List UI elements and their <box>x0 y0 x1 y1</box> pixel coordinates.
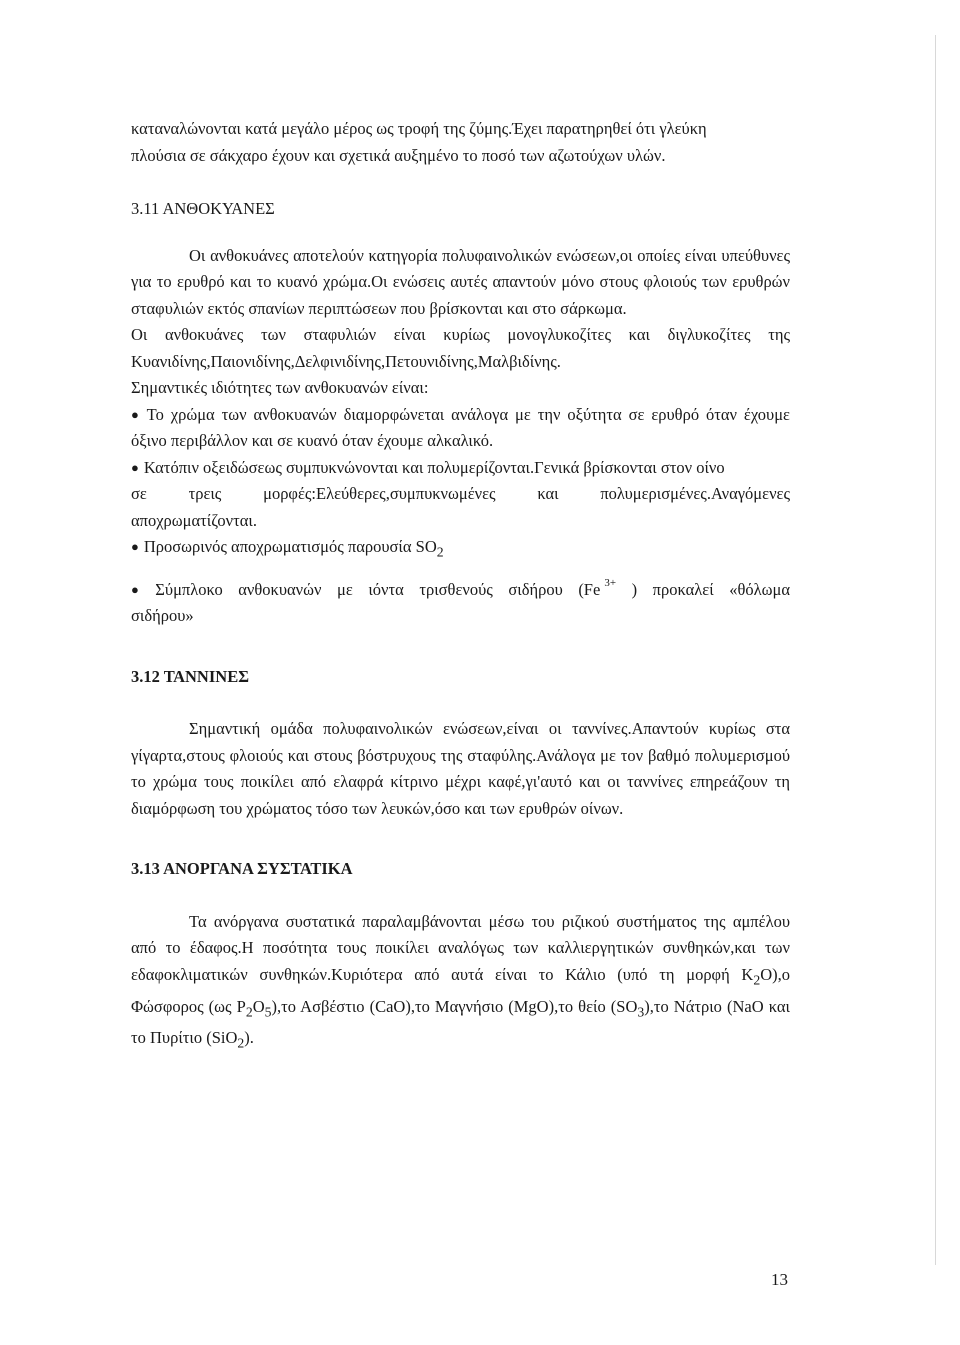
paragraph-anthocyanins-2: Οι ανθοκυάνες των σταφυλιών είναι κυρίως μονογλυκοζίτες και διγλυκοζίτες της Κυανιδίνης,Παιονιδίνης,Δελφινιδίνης,Πετουνιδίνης,Μαλβιδίνης. <box>131 325 790 371</box>
paragraph-inorganic <box>131 909 790 1057</box>
iron-charge-superscript: 3+ <box>604 576 617 589</box>
inorganic-text-5: ),το Νάτριο (NaO και το Πυρίτιο (SiO <box>131 996 790 1048</box>
bullet-item-4-end: σιδήρου» <box>131 606 194 626</box>
inorganic-text-1: Τα ανόργανα συστατικά παραλαμβάνονται μέσω του ριζικού συστήματος της αμπέλου από το έδαφος.Η ποσότητα τους ποικίλει αναλόγως των καλλιεργητικών συνθηκών,και των εδαφοκλιματικών συνθηκών.Κυριότερα από αυτά είναι το Κάλιο (υπό τη μορφή K <box>131 911 790 984</box>
inorganic-text-3: O <box>252 996 265 1016</box>
bullet-item-2-end: αποχρωματίζονται. <box>131 510 257 530</box>
intro-line-1: καταναλώνονται κατά μεγάλο μέρος ως τροφή της ζύμης.Έχει παρατηρηθεί ότι γλεύκη <box>131 119 707 138</box>
k2o-subscript: 2 <box>753 972 761 988</box>
so3-subscript: 3 <box>637 1003 645 1019</box>
bullet-item-2-continuation: σε τρεις μορφές:Ελεύθερες,συμπυκνωμένες και πολυμερισμένες.Αναγόμενες <box>131 484 790 503</box>
bullet-dot: ● <box>131 406 142 422</box>
sio2-subscript: 2 <box>237 1035 245 1051</box>
bullet-text-4a: Σύμπλοκο ανθοκυανών με ιόντα τρισθενούς σιδήρου (Fe <box>155 579 601 599</box>
scan-edge-line <box>935 35 936 1265</box>
properties-intro: Σημαντικές ιδιότητες των ανθοκυανών είναι: <box>131 378 429 397</box>
bullet-dot: ● <box>131 539 139 554</box>
bullet-text-3: Προσωρινός αποχρωματισμός παρουσία <box>143 537 416 556</box>
bullet-text-4b: ) προκαλεί «θόλωμα <box>616 579 790 599</box>
paragraph-anthocyanins-1: Οι ανθοκυάνες αποτελούν κατηγορία πολυφαινολικών ενώσεων,οι οποίες είναι υπεύθυνες για το ερυθρό και το κυανό χρώμα.Οι ενώσεις αυτές απαντούν μόνο στους φλοιούς των ερυθρών σταφυλιών εκτός σπανίων περιπτώσεων που βρίσκονται και στο σάρκωμα. <box>131 245 790 318</box>
bullet-item-3 <box>131 534 790 566</box>
bullet-item-4 <box>131 570 790 604</box>
p2o5-subscript-o: 5 <box>264 1003 272 1019</box>
formula-so2: SO <box>415 537 437 556</box>
paragraph-tannins: Σημαντική ομάδα πολυφαινολικών ενώσεων,είναι οι ταννίνες.Απαντούν κυρίως στα γίγαρτα,στους φλοιούς και στους βόστρυχους της σταφύλης.Ανάλογα με τον βαθμό πολυμερισμού το χρώμα τους ποικίλει από ελαφρά κίτρινο μέχρι καφέ,γι'αυτό και οι ταννίνες επηρεάζουν τη διαμόρφωση του χρώματος τόσο των λευκών,όσο και των ερυθρών οίνων. <box>131 719 790 818</box>
inorganic-text-4: ),το Ασβέστιο (CaO),το Μαγνήσιο (MgO),το θείο (SO <box>271 996 638 1016</box>
bullet-item-2 <box>131 455 790 482</box>
bullet-text-2a: Κατόπιν οξειδώσεως συμπυκνώνονται και πολυμερίζονται.Γενικά βρίσκονται στον οίνο <box>143 457 725 477</box>
section-heading-3-12: 3.12 ΤΑΝΝΙΝΕΣ <box>131 666 249 686</box>
section-heading-3-11: 3.11 ΑΝΘΟΚΥΑΝΕΣ <box>131 199 275 218</box>
inorganic-text-6: ). <box>244 1028 254 1048</box>
page-content <box>131 116 790 1057</box>
p2o5-subscript-p: 2 <box>245 1003 253 1019</box>
bullet-dot: ● <box>131 581 151 597</box>
intro-line-2: πλούσια σε σάκχαρο έχουν και σχετικά αυξημένο το ποσό των αζωτούχων υλών. <box>131 145 666 165</box>
page-number: 13 <box>771 1270 788 1289</box>
formula-so2-subscript: 2 <box>436 544 444 560</box>
paragraph-intro <box>131 116 790 169</box>
bullet-dot: ● <box>131 459 139 475</box>
section-heading-3-13: 3.13 ΑΝΟΡΓΑΝΑ ΣΥΣΤΑΤΙΚΑ <box>131 859 353 879</box>
bullet-text-1: Το χρώμα των ανθοκυανών διαμορφώνεται ανάλογα με την οξύτητα σε ερυθρό όταν έχουμε όξινο περιβάλλον και σε κυανό όταν έχουμε αλκαλικό. <box>131 404 790 450</box>
bullet-item-1 <box>131 402 790 455</box>
inorganic-text-2: O),ο Φώσφορος (ως P <box>131 964 790 1016</box>
